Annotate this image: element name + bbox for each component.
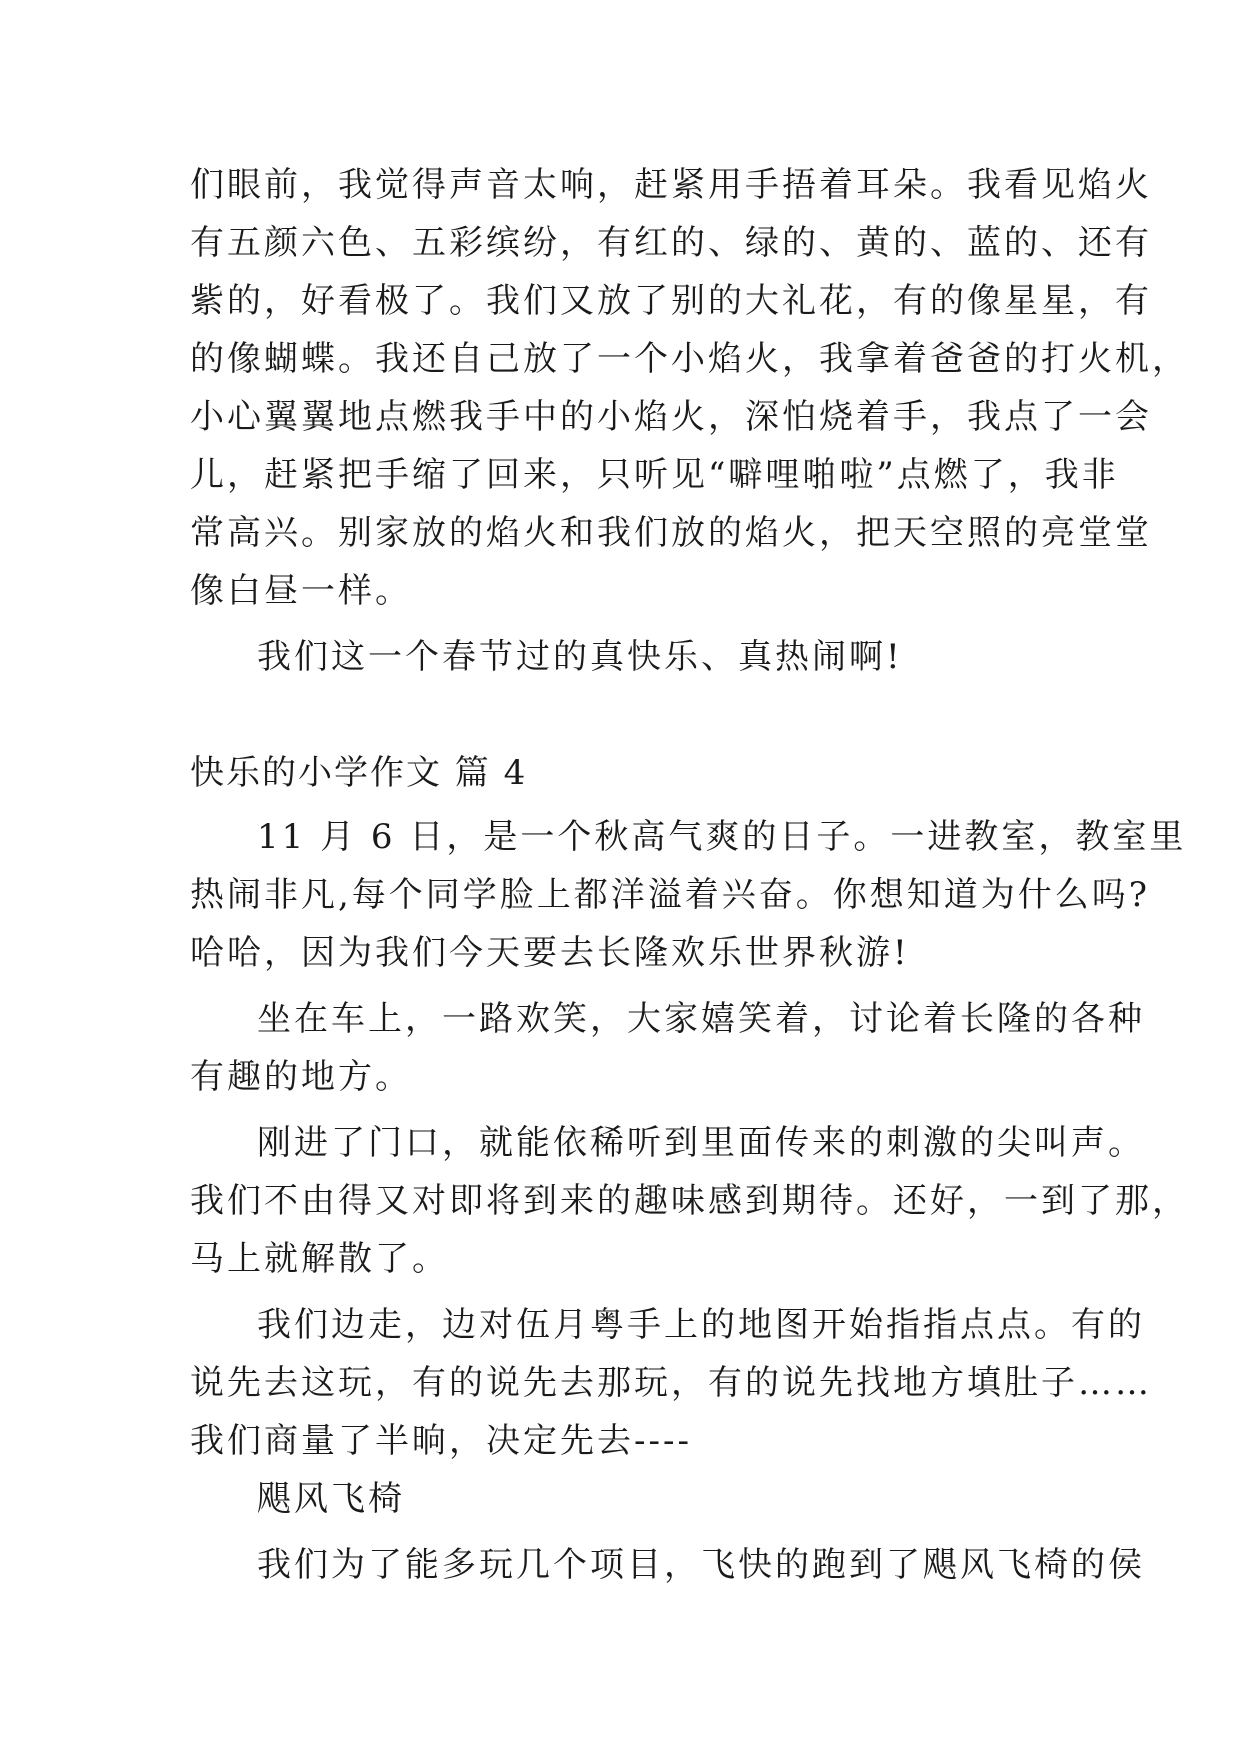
paragraph-line: 小心翼翼地点燃我手中的小焰火，深怕烧着手，我点了一会: [190, 397, 1152, 437]
paragraph-line: 儿，赶紧把手缩了回来，只听见“噼哩啪啦”点燃了，我非: [190, 455, 1119, 495]
paragraph-line: 有五颜六色、五彩缤纷，有红的、绿的、黄的、蓝的、还有: [190, 223, 1152, 263]
paragraph-line: 哈哈，因为我们今天要去长隆欢乐世界秋游!: [190, 933, 910, 973]
paragraph-line: 我们这一个春节过的真快乐、真热闹啊!: [257, 637, 903, 677]
paragraph-line: 刚进了门口，就能依稀听到里面传来的刺激的尖叫声。: [257, 1123, 1145, 1163]
paragraph-line: 坐在车上，一路欢笑，大家嬉笑着，讨论着长隆的各种: [257, 999, 1145, 1039]
paragraph-line: 我们边走，边对伍月粤手上的地图开始指指点点。有的: [257, 1305, 1145, 1345]
paragraph-line: 飓风飞椅: [257, 1479, 405, 1519]
paragraph-line: 马上就解散了。: [190, 1239, 449, 1279]
paragraph-line: 们眼前，我觉得声音太响，赶紧用手捂着耳朵。我看见焰火: [190, 165, 1152, 205]
paragraph-line: 我们不由得又对即将到来的趣味感到期待。还好，一到了那，: [190, 1181, 1189, 1221]
paragraph-line: 我们商量了半晌，决定先去----: [190, 1421, 692, 1461]
paragraph-line: 有趣的地方。: [190, 1057, 412, 1097]
paragraph-line: 常高兴。别家放的焰火和我们放的焰火，把天空照的亮堂堂: [190, 513, 1152, 553]
paragraph-line: 紫的，好看极了。我们又放了别的大礼花，有的像星星，有: [190, 281, 1152, 321]
paragraph-line: 我们为了能多玩几个项目，飞快的跑到了飓风飞椅的侯: [257, 1545, 1145, 1585]
section-heading: 快乐的小学作文 篇 4: [190, 753, 528, 793]
paragraph-line: 的像蝴蝶。我还自己放了一个小焰火，我拿着爸爸的打火机，: [190, 339, 1189, 379]
paragraph-line: 热闹非凡,每个同学脸上都洋溢着兴奋。你想知道为什么吗?: [190, 875, 1151, 915]
paragraph-line: 说先去这玩，有的说先去那玩，有的说先找地方填肚子……: [190, 1363, 1152, 1403]
paragraph-line: 11 月 6 日，是一个秋高气爽的日子。一进教室，教室里: [257, 817, 1187, 857]
paragraph-line: 像白昼一样。: [190, 571, 412, 611]
